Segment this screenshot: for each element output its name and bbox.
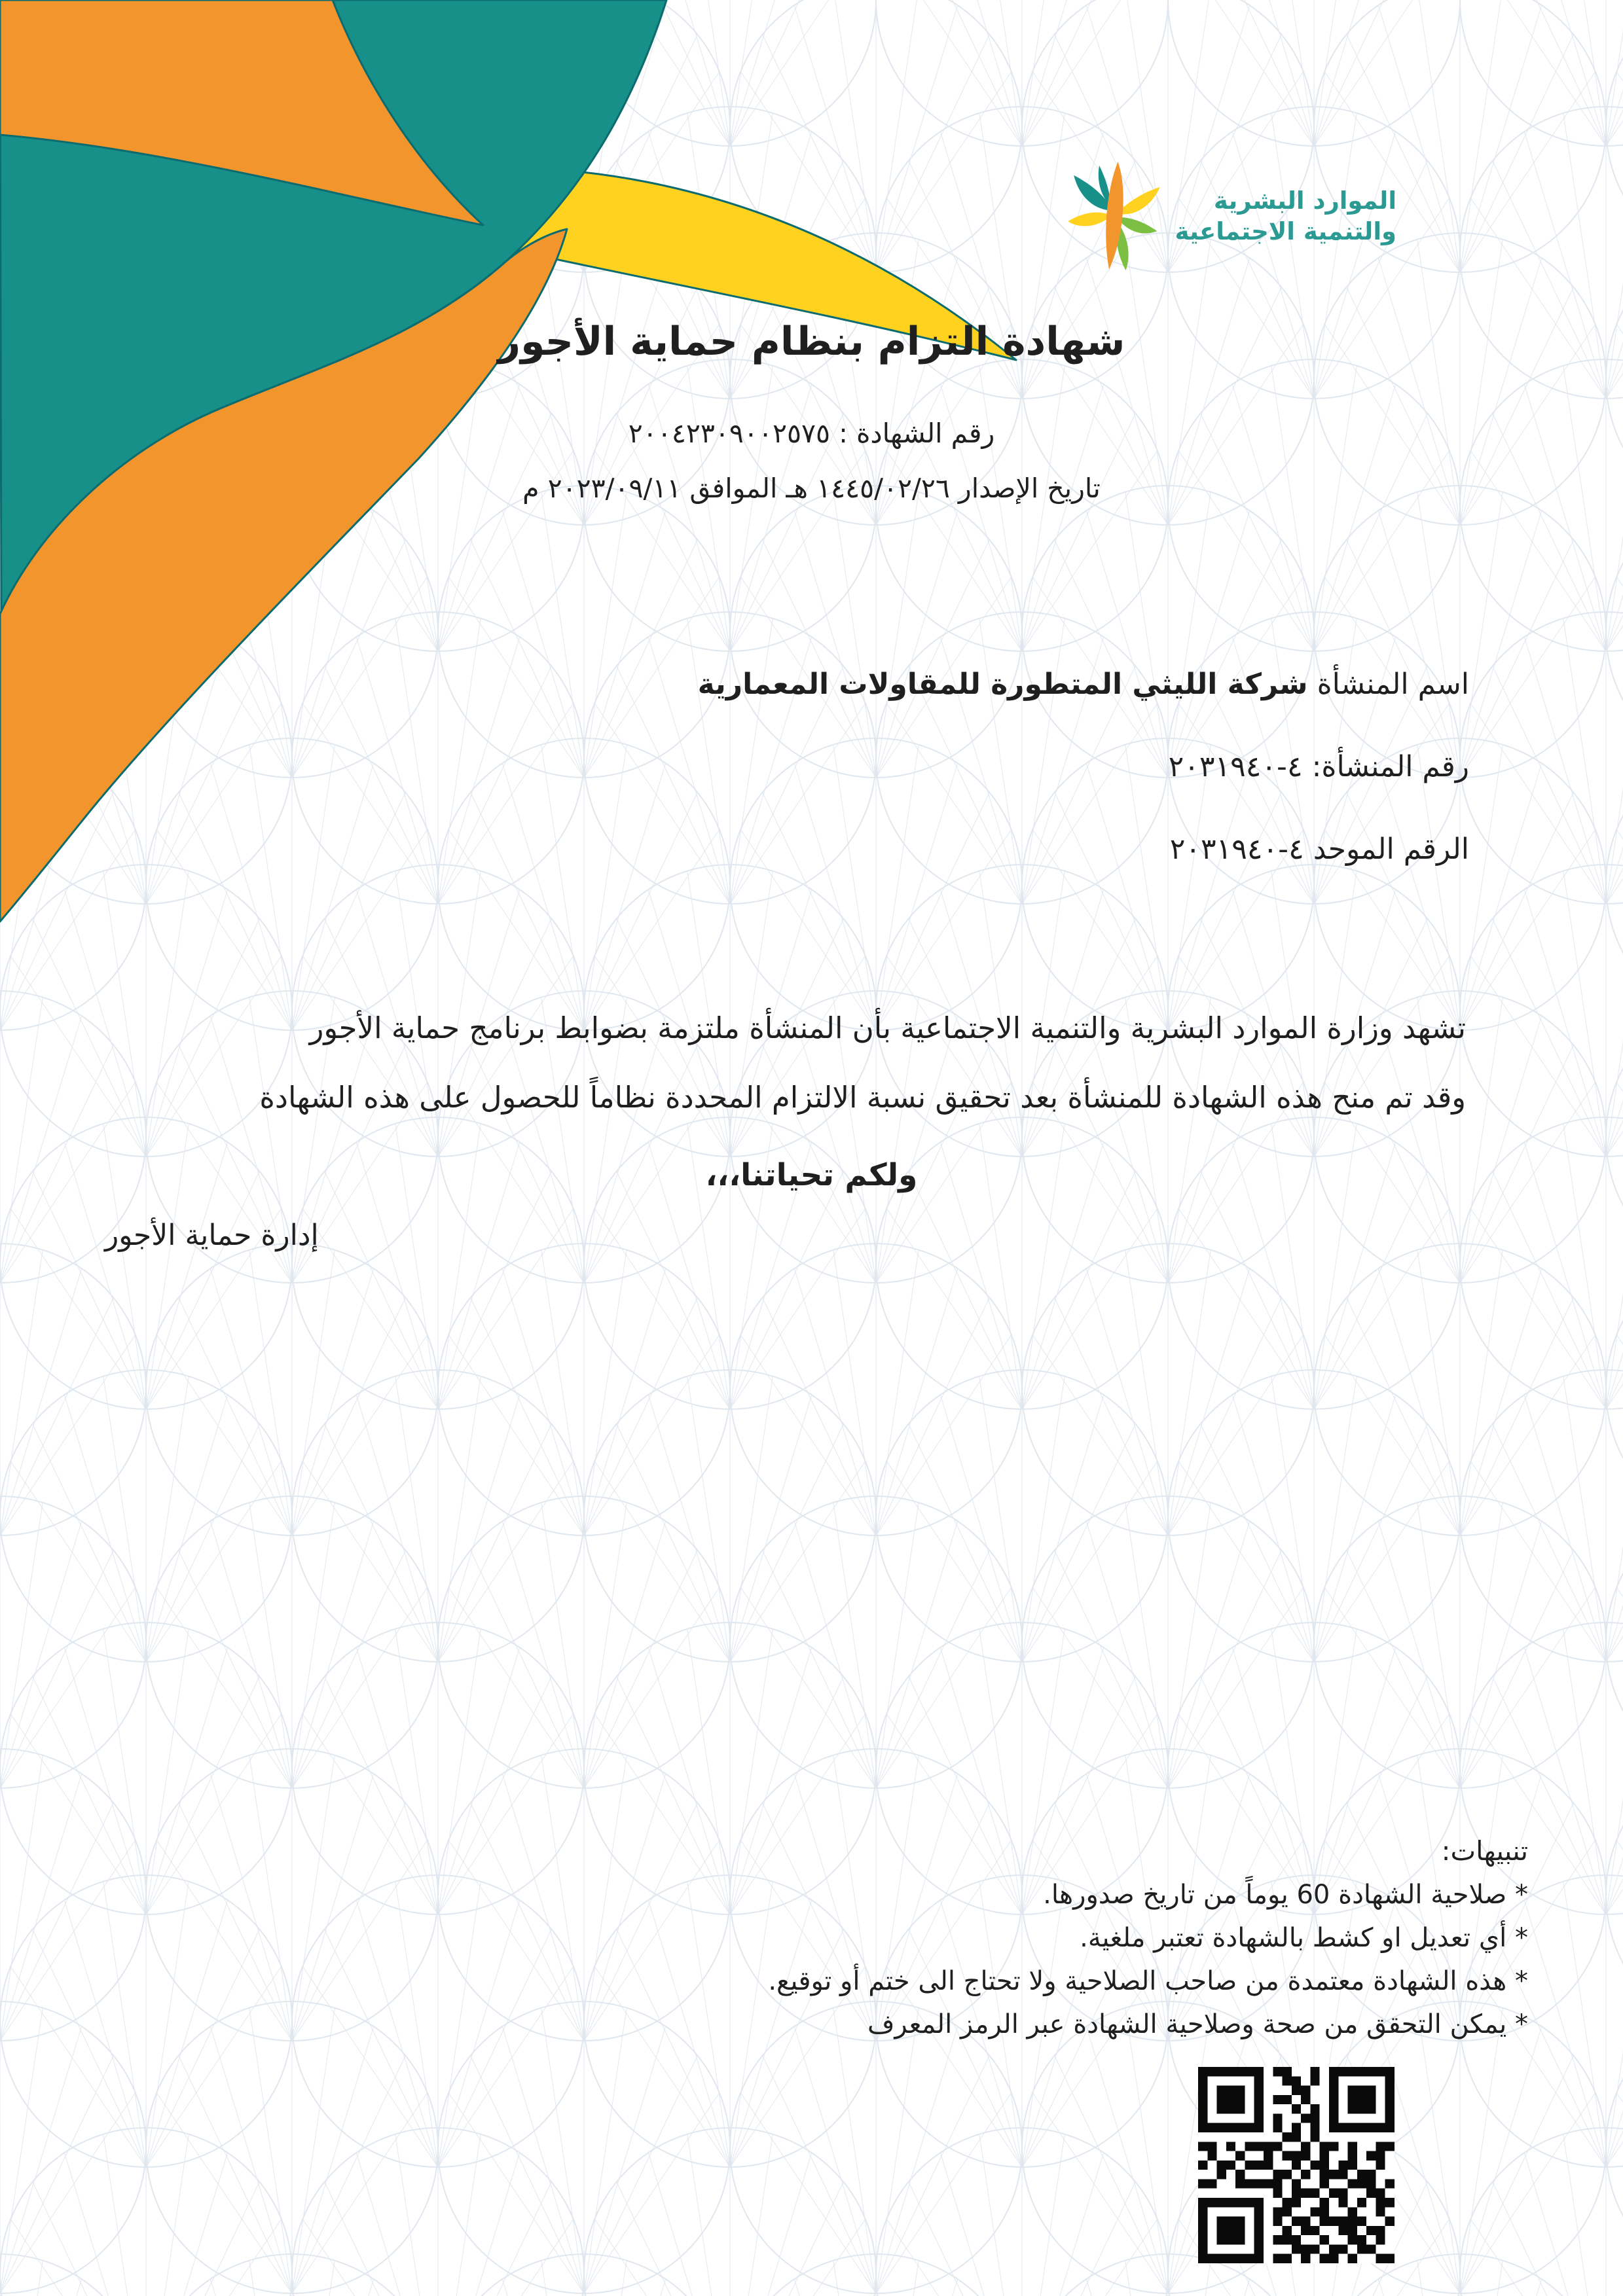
note-alteration: * أي تعديل او كشط بالشهادة تعتبر ملغية. <box>1080 1923 1528 1953</box>
company-name-line <box>698 668 1469 701</box>
attestation-line-2: وقد تم منح هذه الشهادة للمنشأة بعد تحقيق نسبة الالتزام المحددة نظاماً للحصول على هذه الشهادة <box>259 1080 1466 1115</box>
certificate-number: رقم الشهادة : ٢٠٠٤٢٣٠٩٠٠٢٥٧٥ <box>628 418 995 449</box>
ministry-wordmark-line1: الموارد البشرية <box>1213 186 1396 215</box>
corner-decoration <box>0 0 1021 929</box>
issue-date: تاريخ الإصدار ١٤٤٥/٠٢/٢٦ هـ الموافق ٢٠٢٣/٠٩/١١ م <box>522 473 1101 504</box>
ministry-logo <box>1066 160 1396 272</box>
certificate-title: شهادة التزام بنظام حماية الأجور <box>498 319 1125 365</box>
qr-code <box>1198 2067 1395 2263</box>
issuing-department: إدارة حماية الأجور <box>105 1219 319 1252</box>
note-verification: * يمكن التحقق من صحة وصلاحية الشهادة عبر الرمز المعرف <box>867 2009 1528 2039</box>
ministry-starburst-icon <box>1066 160 1164 272</box>
note-no-stamp: * هذه الشهادة معتمدة من صاحب الصلاحية ولا تحتاج الى ختم أو توقيع. <box>768 1966 1528 1996</box>
salutation: ولكم تحياتنا،،، <box>705 1157 918 1193</box>
attestation-line-1: تشهد وزارة الموارد البشرية والتنمية الاجتماعية بأن المنشأة ملتزمة بضوابط برنامج حماية الأجور <box>309 1011 1466 1045</box>
notes-heading: تنبيهات: <box>1441 1835 1528 1867</box>
ministry-wordmark-line2: والتنمية الاجتماعية <box>1175 217 1396 245</box>
establishment-number: رقم المنشأة: ٤-٢٠٣١٩٤٠ <box>1168 750 1469 783</box>
company-name-label: اسم المنشأة <box>1317 668 1469 701</box>
qr-code-image <box>1198 2067 1395 2263</box>
unified-number: الرقم الموحد ٤-٢٠٣١٩٤٠ <box>1169 833 1469 866</box>
company-name: شركة الليثي المتطورة للمقاولات المعمارية <box>697 668 1308 701</box>
note-validity: * صلاحية الشهادة 60 يوماً من تاريخ صدورها. <box>1043 1880 1528 1910</box>
ministry-wordmark <box>1175 185 1396 247</box>
